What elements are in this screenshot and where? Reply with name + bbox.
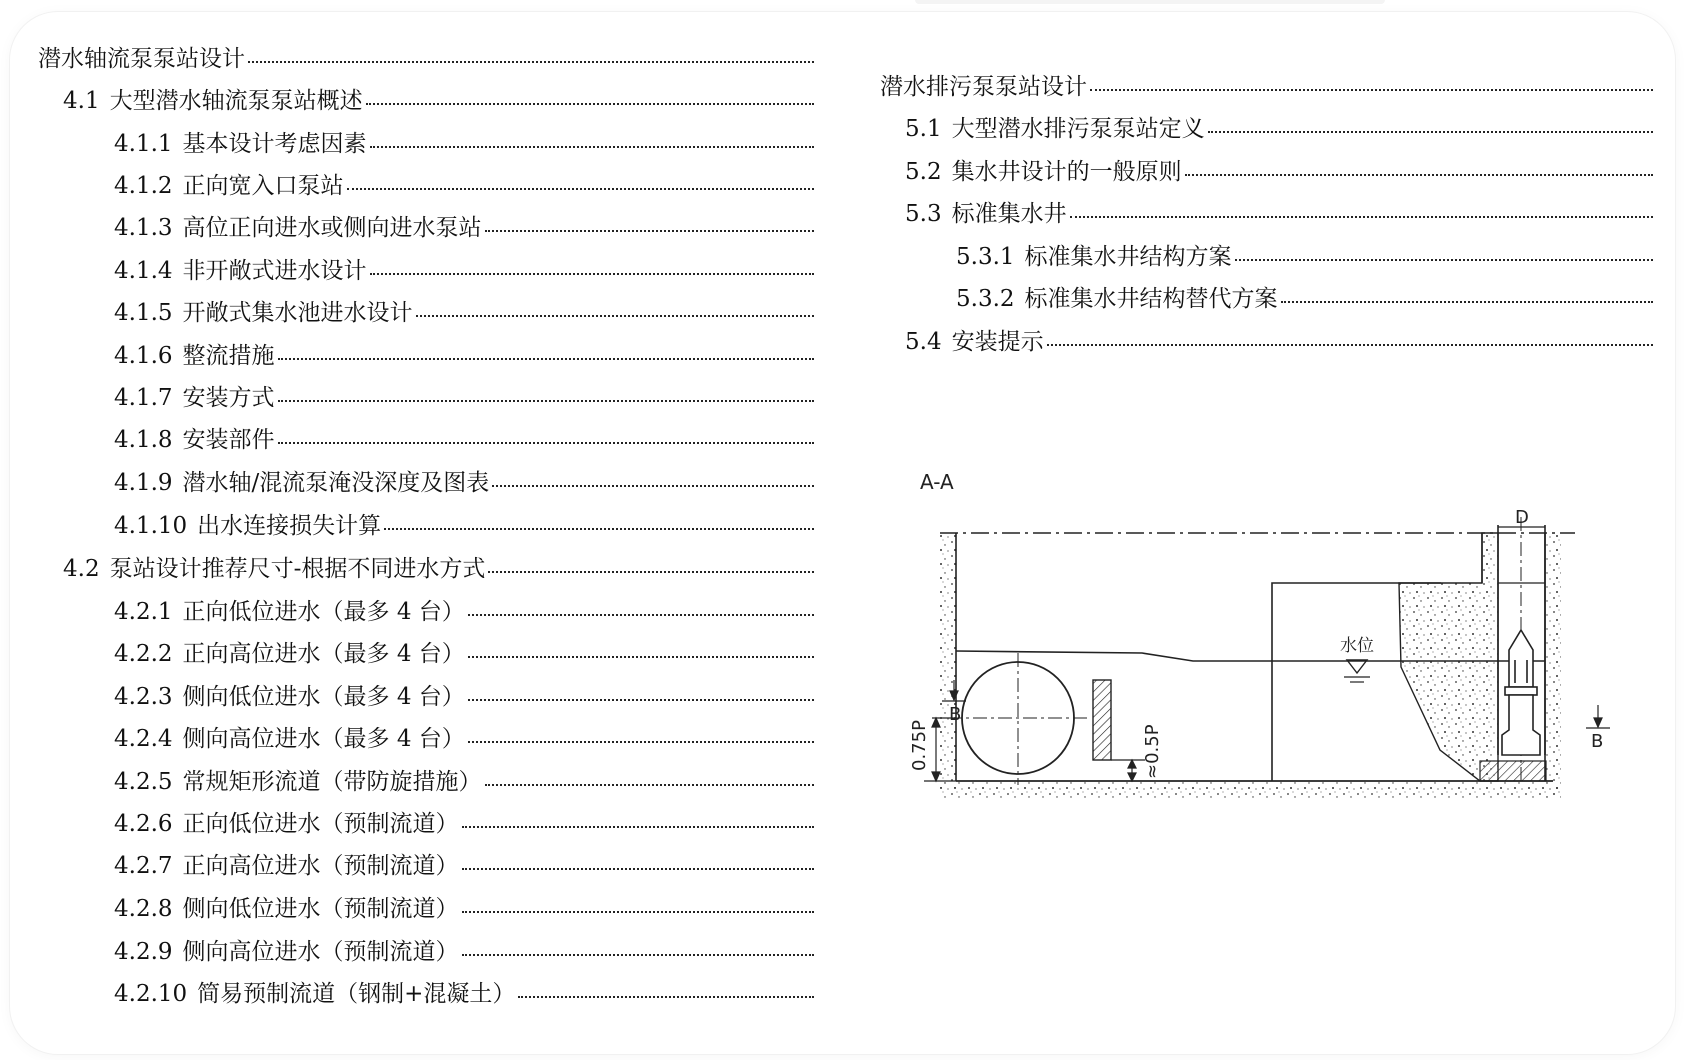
toc-entry[interactable]: [905, 203, 1653, 233]
toc-entry-title: 开敞式集水池进水设计: [182, 300, 413, 326]
toc-entry-title: 标准集水井: [951, 201, 1067, 227]
toc-entry-number: 4.2.10: [114, 981, 188, 1007]
toc-entry-title: 泵站设计推荐尺寸-根据不同进水方式: [109, 556, 486, 582]
toc-entry-number: 4.1.3: [114, 215, 173, 241]
toc-entry[interactable]: [956, 288, 1653, 318]
sloped-benching-concrete: [1399, 533, 1498, 781]
toc-entry[interactable]: [114, 686, 814, 716]
dot-leader: [468, 614, 814, 616]
dimension-b-right-label: B: [1591, 731, 1604, 752]
dot-leader: [518, 996, 814, 998]
toc-entry-title: 常规矩形流道（带防旋措施）: [182, 769, 482, 795]
toc-entry-number: 4.2: [63, 556, 100, 582]
toc-entry[interactable]: [63, 558, 814, 588]
dimension-d-label: D: [1515, 507, 1529, 528]
toc-entry[interactable]: [114, 175, 814, 205]
toc-entry-title: 安装部件: [182, 427, 275, 453]
top-edge-shadow: [915, 0, 1385, 4]
toc-entry[interactable]: [114, 133, 814, 163]
toc-entry-number: 4.2.4: [114, 726, 173, 752]
toc-entry-title: 安装提示: [951, 329, 1044, 355]
dot-leader: [384, 528, 814, 530]
dot-leader: [462, 954, 814, 956]
dot-leader: [278, 358, 814, 360]
submersible-pump: [1502, 630, 1540, 755]
toc-entry-title: 基本设计考虑因素: [182, 131, 367, 157]
toc-entry[interactable]: [114, 813, 814, 843]
toc-chapter-4[interactable]: [38, 48, 814, 78]
dot-leader: [488, 571, 814, 573]
toc-entry-title: 侧向高位进水（预制流道）: [182, 939, 459, 965]
toc-entry-number: 4.2.5: [114, 769, 173, 795]
dot-leader: [468, 699, 814, 701]
toc-entry[interactable]: [905, 161, 1653, 191]
toc-entry[interactable]: [114, 855, 814, 885]
toc-entry-title: 大型潜水排污泵泵站定义: [951, 116, 1205, 142]
dot-leader: [416, 315, 814, 317]
toc-entry-title: 正向低位进水（预制流道）: [182, 811, 459, 837]
toc-entry-title: 侧向低位进水（最多 4 台）: [182, 684, 465, 710]
dot-leader: [1281, 301, 1653, 303]
dot-leader: [366, 103, 814, 105]
dimension-075p-label: 0.75P: [909, 720, 930, 771]
toc-entry-number: 5.3.2: [956, 286, 1015, 312]
toc-entry-title: 正向宽入口泵站: [182, 173, 344, 199]
toc-entry[interactable]: [114, 345, 814, 375]
pump-base: [1480, 761, 1546, 781]
dot-leader: [347, 188, 814, 190]
toc-entry-number: 4.1.5: [114, 300, 173, 326]
dot-leader: [1185, 174, 1653, 176]
right-wall-concrete: [1545, 533, 1561, 799]
dot-leader: [468, 741, 814, 743]
toc-entry-number: 4.1.2: [114, 173, 173, 199]
dimension-b-left-label: B: [949, 704, 962, 725]
baffle-plate: [1093, 680, 1111, 760]
dot-leader: [278, 442, 814, 444]
dot-leader: [462, 911, 814, 913]
toc-entry-title: 正向高位进水（预制流道）: [182, 853, 459, 879]
toc-entry[interactable]: [114, 260, 814, 290]
toc-entry-title: 集水井设计的一般原则: [951, 159, 1182, 185]
toc-entry-number: 4.1.7: [114, 385, 173, 411]
toc-entry[interactable]: [114, 983, 814, 1013]
toc-entry-number: 4.2.8: [114, 896, 173, 922]
water-level-icon: [1347, 660, 1367, 673]
toc-entry-number: 4.1.8: [114, 427, 173, 453]
dot-leader: [1070, 216, 1653, 218]
toc-entry-title: 出水连接损失计算: [197, 513, 382, 539]
toc-entry-title: 标准集水井结构替代方案: [1024, 286, 1278, 312]
toc-entry-number: 4.1.4: [114, 258, 173, 284]
pump-station-section-diagram: [880, 455, 1620, 835]
toc-entry[interactable]: [114, 643, 814, 673]
toc-entry[interactable]: [114, 601, 814, 631]
toc-entry[interactable]: [905, 331, 1653, 361]
toc-entry-title: 大型潜水轴流泵泵站概述: [109, 88, 363, 114]
toc-entry[interactable]: [114, 898, 814, 928]
toc-entry-number: 4.1.10: [114, 513, 188, 539]
dot-leader: [1090, 89, 1653, 91]
dot-leader: [462, 868, 814, 870]
toc-entry[interactable]: [114, 387, 814, 417]
toc-entry[interactable]: [114, 302, 814, 332]
toc-entry[interactable]: [114, 217, 814, 247]
toc-entry-title: 简易预制流道（钢制+混凝土）: [197, 981, 516, 1007]
toc-entry-title: 正向高位进水（最多 4 台）: [182, 641, 465, 667]
dot-leader: [370, 146, 814, 148]
dot-leader: [278, 400, 814, 402]
toc-entry-number: 5.4: [905, 329, 942, 355]
toc-entry[interactable]: [63, 90, 814, 120]
toc-entry-number: 4.1: [63, 88, 100, 114]
toc-entry-title: 整流措施: [182, 343, 275, 369]
toc-chapter-title: 潜水排污泵泵站设计: [880, 74, 1087, 100]
dimension-05p: [1111, 760, 1145, 781]
toc-entry-number: 4.2.3: [114, 684, 173, 710]
dot-leader: [468, 656, 814, 658]
toc-entry-number: 5.2: [905, 159, 942, 185]
toc-entry-title: 侧向高位进水（最多 4 台）: [182, 726, 465, 752]
toc-entry-number: 4.2.9: [114, 939, 173, 965]
toc-entry-title: 侧向低位进水（预制流道）: [182, 896, 459, 922]
toc-entry-number: 5.3: [905, 201, 942, 227]
toc-entry[interactable]: [114, 771, 814, 801]
toc-entry-number: 4.1.6: [114, 343, 173, 369]
toc-entry-number: 4.1.9: [114, 470, 173, 496]
toc-entry[interactable]: [114, 941, 814, 971]
dimension-05p-label: ≈0.5P: [1142, 724, 1163, 779]
toc-entry[interactable]: [114, 472, 814, 502]
dot-leader: [370, 273, 814, 275]
dot-leader: [462, 826, 814, 828]
toc-entry-number: 4.2.1: [114, 599, 173, 625]
toc-entry-title: 潜水轴/混流泵淹没深度及图表: [182, 470, 490, 496]
toc-entry-number: 4.2.6: [114, 811, 173, 837]
dot-leader: [1235, 259, 1653, 261]
toc-entry[interactable]: [114, 429, 814, 459]
toc-entry[interactable]: [114, 728, 814, 758]
left-wall-concrete: [940, 533, 956, 788]
toc-entry-number: 4.2.2: [114, 641, 173, 667]
dot-leader: [492, 485, 814, 487]
toc-entry[interactable]: [956, 246, 1653, 276]
toc-entry-number: 4.2.7: [114, 853, 173, 879]
toc-entry-title: 高位正向进水或侧向进水泵站: [182, 215, 482, 241]
toc-chapter-5[interactable]: [880, 76, 1653, 106]
toc-entry-number: 5.3.1: [956, 244, 1015, 270]
toc-entry-number: 4.1.1: [114, 131, 173, 157]
toc-entry[interactable]: [905, 118, 1653, 148]
toc-entry[interactable]: [114, 515, 814, 545]
dot-leader: [1047, 344, 1653, 346]
dot-leader: [485, 784, 814, 786]
toc-entry-title: 安装方式: [182, 385, 275, 411]
toc-entry-title: 标准集水井结构方案: [1024, 244, 1232, 270]
dot-leader: [485, 230, 814, 232]
toc-entry-title: 非开敞式进水设计: [182, 258, 367, 284]
section-label: A-A: [920, 470, 954, 494]
toc-chapter-title: 潜水轴流泵泵站设计: [38, 46, 245, 72]
toc-entry-number: 5.1: [905, 116, 942, 142]
floor-slab-concrete: [940, 781, 1560, 799]
dot-leader: [248, 61, 814, 63]
dot-leader: [1208, 131, 1653, 133]
water-level-label: 水位: [1340, 636, 1374, 656]
section-b-marker: [1586, 705, 1610, 728]
toc-entry-title: 正向低位进水（最多 4 台）: [182, 599, 465, 625]
